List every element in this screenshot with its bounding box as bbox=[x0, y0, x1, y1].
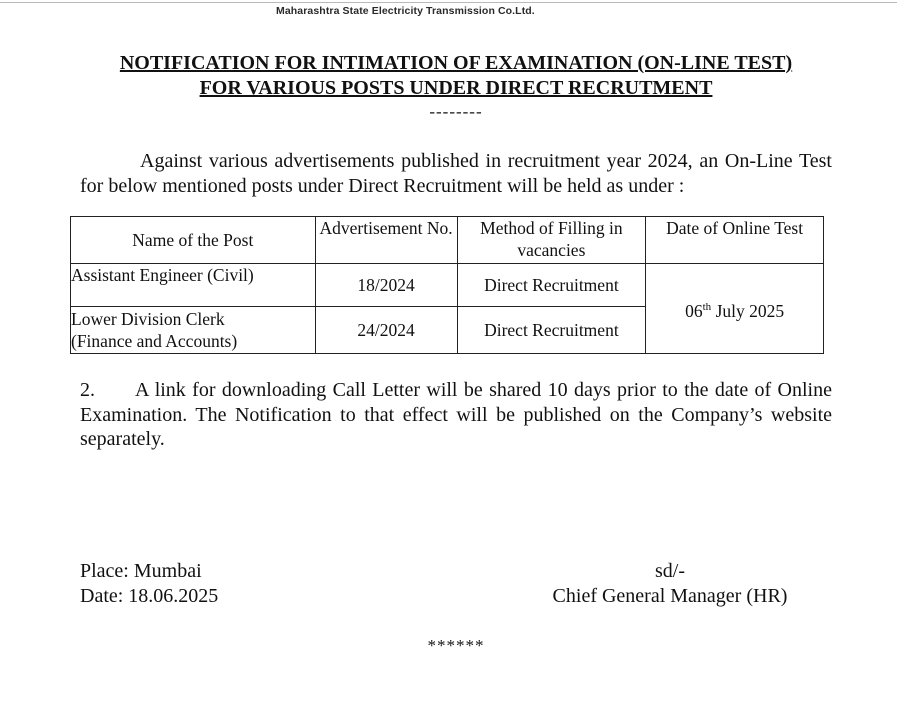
row-2-post: Lower Division Clerk (Finance and Accounts) bbox=[71, 307, 316, 354]
intro-paragraph bbox=[80, 149, 832, 198]
paragraph-2-text: A link for downloading Call Letter will be shared 10 days prior to the date of Online Examination. The Notification to that effect will be published on the Company’s website separately. bbox=[80, 379, 832, 450]
title-line-1: NOTIFICATION FOR INTIMATION OF EXAMINATION (ON-LINE TEST) bbox=[119, 52, 793, 74]
org-name: Maharashtra State Electricity Transmission Co.Ltd. bbox=[276, 5, 535, 17]
row-1-post: Assistant Engineer (Civil) bbox=[71, 264, 316, 307]
place-date-block bbox=[80, 559, 218, 609]
header-test-date: Date of Online Test bbox=[646, 217, 824, 264]
header-post-name: Name of the Post bbox=[71, 217, 316, 264]
paragraph-2 bbox=[80, 378, 832, 452]
date: Date: 18.06.2025 bbox=[80, 585, 219, 607]
posts-table bbox=[70, 216, 824, 354]
end-mark: ****** bbox=[427, 636, 485, 655]
test-date-rest: July 2025 bbox=[711, 300, 785, 321]
row-1-adv: 18/2024 bbox=[315, 264, 457, 307]
signature-sd: sd/- bbox=[655, 560, 685, 582]
header-method: Method of Filling in vacancies bbox=[457, 217, 646, 264]
row-2-adv: 24/2024 bbox=[315, 307, 457, 354]
test-date-cell bbox=[646, 264, 824, 354]
table-row bbox=[71, 264, 824, 307]
designation: Chief General Manager (HR) bbox=[552, 585, 788, 607]
table-header-row bbox=[71, 217, 824, 264]
signature-block bbox=[530, 559, 810, 609]
paragraph-2-number: 2. bbox=[80, 379, 95, 401]
title-separator: -------- bbox=[429, 102, 483, 121]
row-1-method: Direct Recruitment bbox=[457, 264, 646, 307]
row-2-method: Direct Recruitment bbox=[457, 307, 646, 354]
test-date-suffix: th bbox=[702, 300, 712, 313]
test-date-day: 06 bbox=[685, 300, 703, 321]
header-advertisement-no: Advertisement No. bbox=[315, 217, 457, 264]
intro-text: Against various advertisements published in recruitment year 2024, an On-Line Test for below mentioned posts under Direct Recruitment will be held as under : bbox=[80, 150, 832, 197]
title-line-2: FOR VARIOUS POSTS UNDER DIRECT RECRUTMENT bbox=[199, 77, 713, 99]
place: Place: Mumbai bbox=[80, 560, 202, 582]
